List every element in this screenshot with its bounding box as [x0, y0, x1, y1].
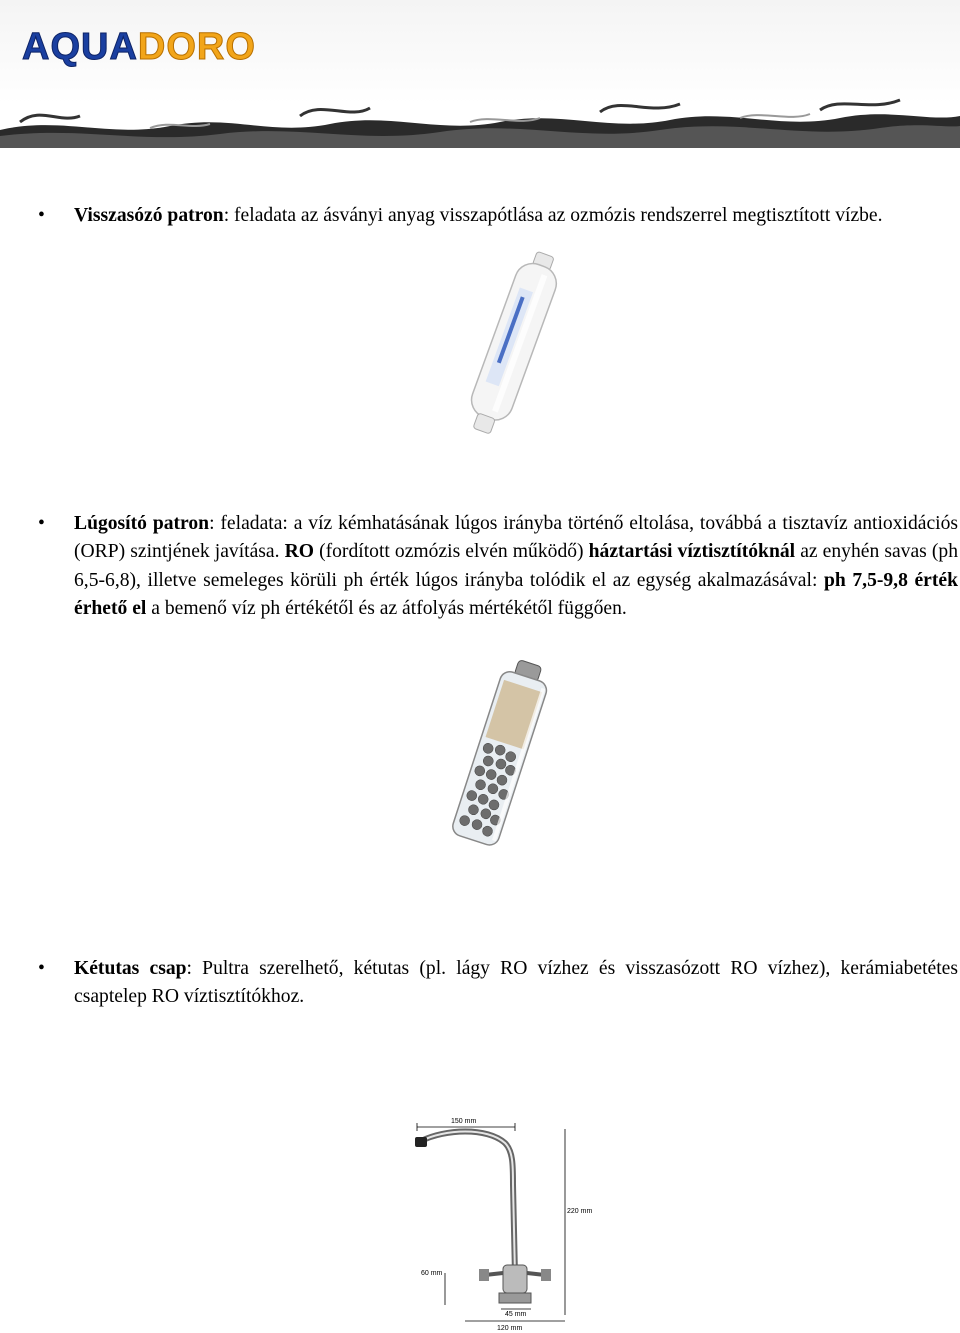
remineralization-cartridge-image	[452, 250, 582, 440]
water-splash-banner	[0, 86, 960, 148]
aquadoro-logo: AQUADORO	[22, 26, 256, 68]
dim-top: 150 mm	[451, 1118, 477, 1125]
page-header	[0, 0, 960, 148]
bullet: •	[38, 513, 45, 534]
list-item-visszasozo: Visszasózó patron: feladata az ásványi anyag visszapótlása az ozmózis rendszerrel megtisztított vízbe.	[74, 205, 883, 226]
alkaline-cartridge-image	[430, 658, 580, 858]
item-title: Lúgosító patron	[74, 513, 210, 534]
faucet-drawing	[405, 1115, 615, 1333]
item-title: Kétutas csap	[74, 958, 187, 979]
dim-total-width: 120 mm	[497, 1325, 523, 1332]
dim-height: 220 mm	[567, 1208, 593, 1215]
dim-base-width: 45 mm	[505, 1311, 527, 1318]
bullet: •	[38, 205, 45, 226]
list-item-lugosito: Lúgosító patron: feladata: a víz kémhatásának lúgos irányba történő eltolása, továbbá a tisztavíz antioxidációs (ORP) szintjének javítása. RO (fordított ozmózis elvén működő) háztartási víztisztítóknál az enyhén savas (ph 6,5-6,8), illetve semeleges körüli ph érték lúgos irányba tolódik el az egység akalmazásával: ph 7,5-9,8 érték érhető el a bemenő víz ph értékétől és az átfolyás mértékétől függően.	[74, 513, 959, 620]
dim-base-height: 60 mm	[421, 1270, 443, 1277]
item-title: Visszasózó patron	[74, 205, 224, 226]
list-item-ketutas-csap: Kétutas csap: Pultra szerelhető, kétutas (pl. lágy RO vízhez és visszasózott RO vízhez), kerámiabetétes csaptelep RO víztisztítókhoz.	[74, 958, 958, 1008]
bullet: •	[38, 958, 45, 979]
